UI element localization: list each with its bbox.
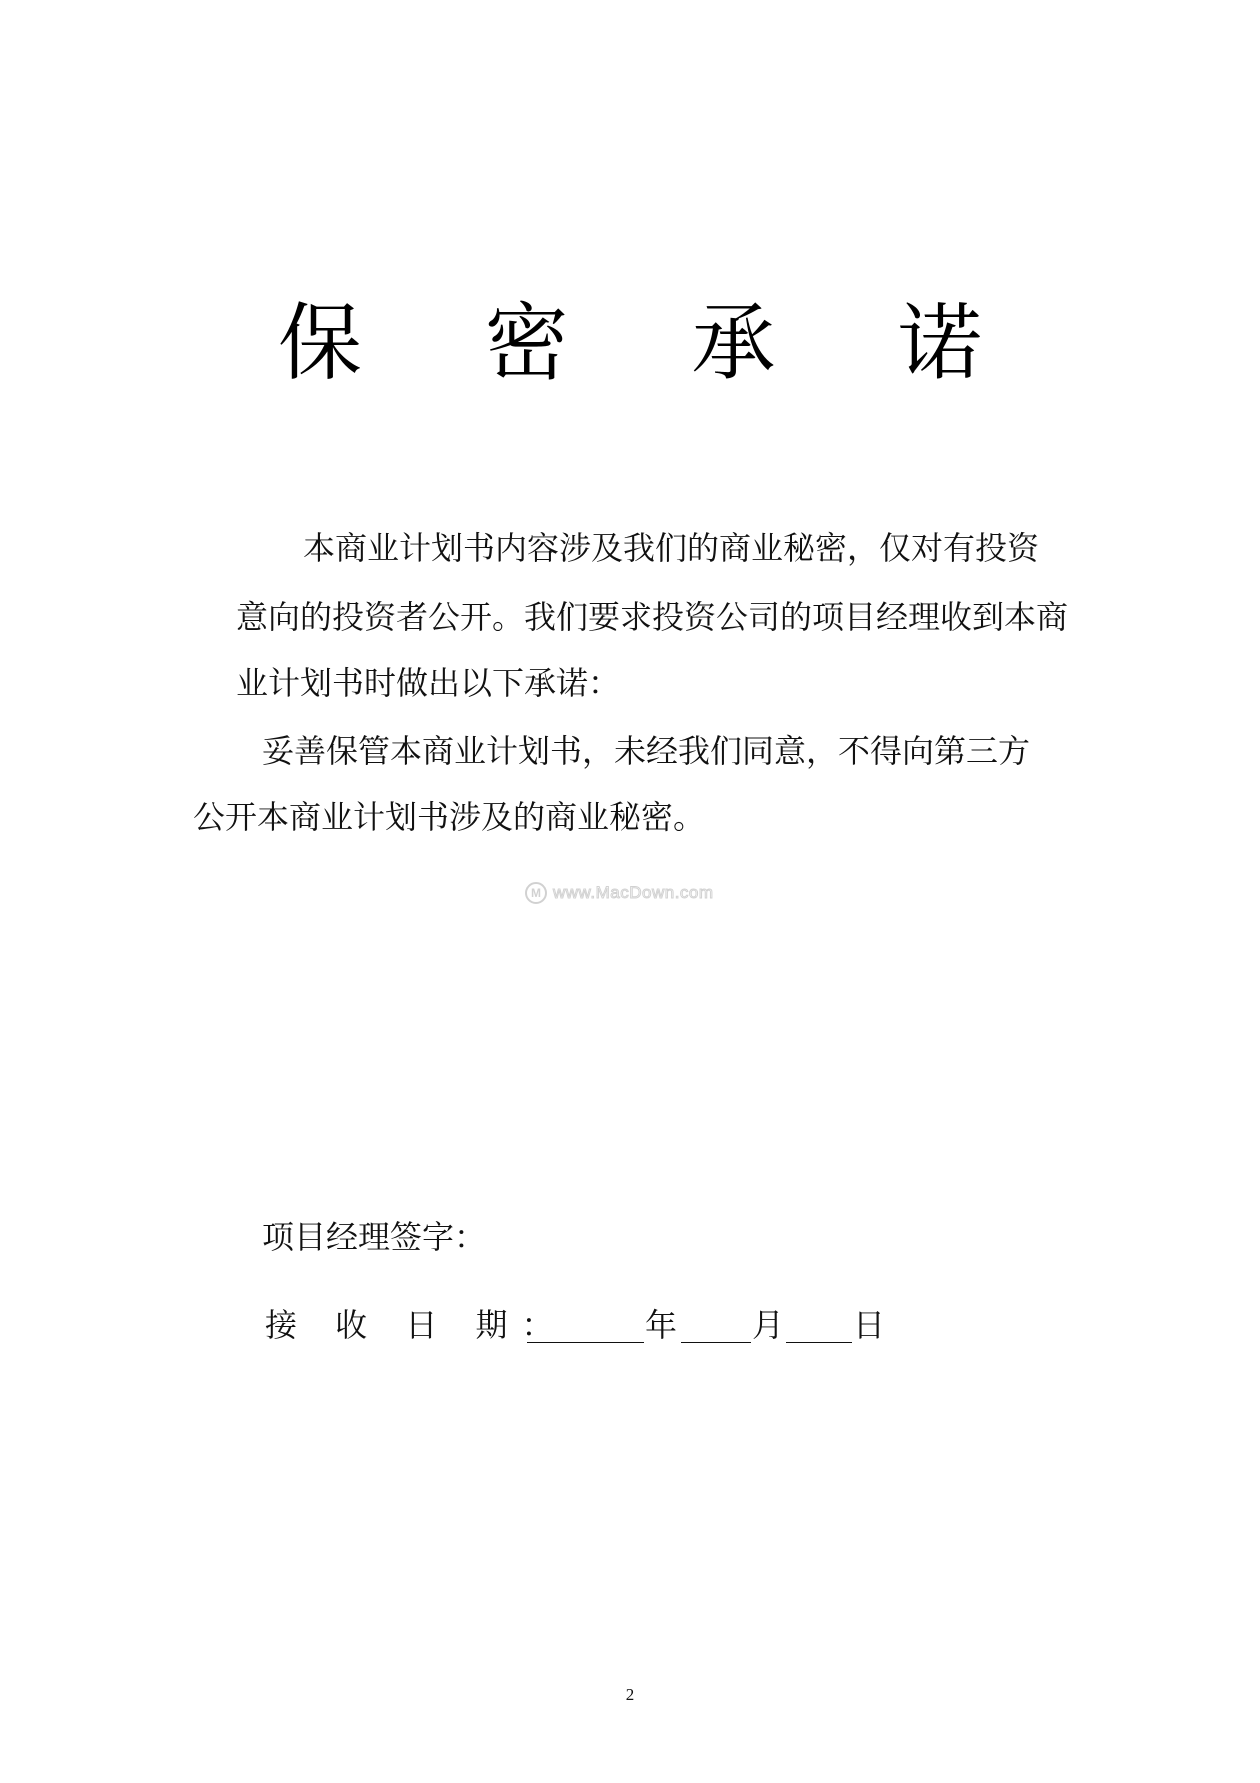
year-blank-line[interactable]: [527, 1342, 644, 1343]
macdown-logo-icon: M: [525, 882, 547, 904]
month-blank-line[interactable]: [681, 1342, 751, 1343]
page-number: 2: [625, 1685, 635, 1704]
body-line-3: 业计划书时做出以下承诺：: [236, 664, 621, 702]
year-unit: 年: [645, 1306, 678, 1344]
body-line-5: 公开本商业计划书涉及的商业秘密。: [193, 798, 706, 836]
document-title: 保 密 承 诺: [277, 294, 1031, 392]
month-unit: 月: [752, 1306, 785, 1344]
day-blank-line[interactable]: [786, 1342, 852, 1343]
body-line-4: 妥善保管本商业计划书，未经我们同意，不得向第三方: [262, 732, 1031, 770]
day-unit: 日: [853, 1306, 886, 1344]
signature-label: 项目经理签字：: [262, 1218, 487, 1256]
body-line-2: 意向的投资者公开。我们要求投资公司的项目经理收到本商: [236, 598, 1069, 636]
watermark-text: www.MacDown.com: [553, 883, 714, 902]
watermark: [525, 882, 714, 904]
date-label: 接 收 日 期：: [265, 1306, 568, 1344]
body-line-1: 本商业计划书内容涉及我们的商业秘密，仅对有投资: [303, 529, 1040, 567]
